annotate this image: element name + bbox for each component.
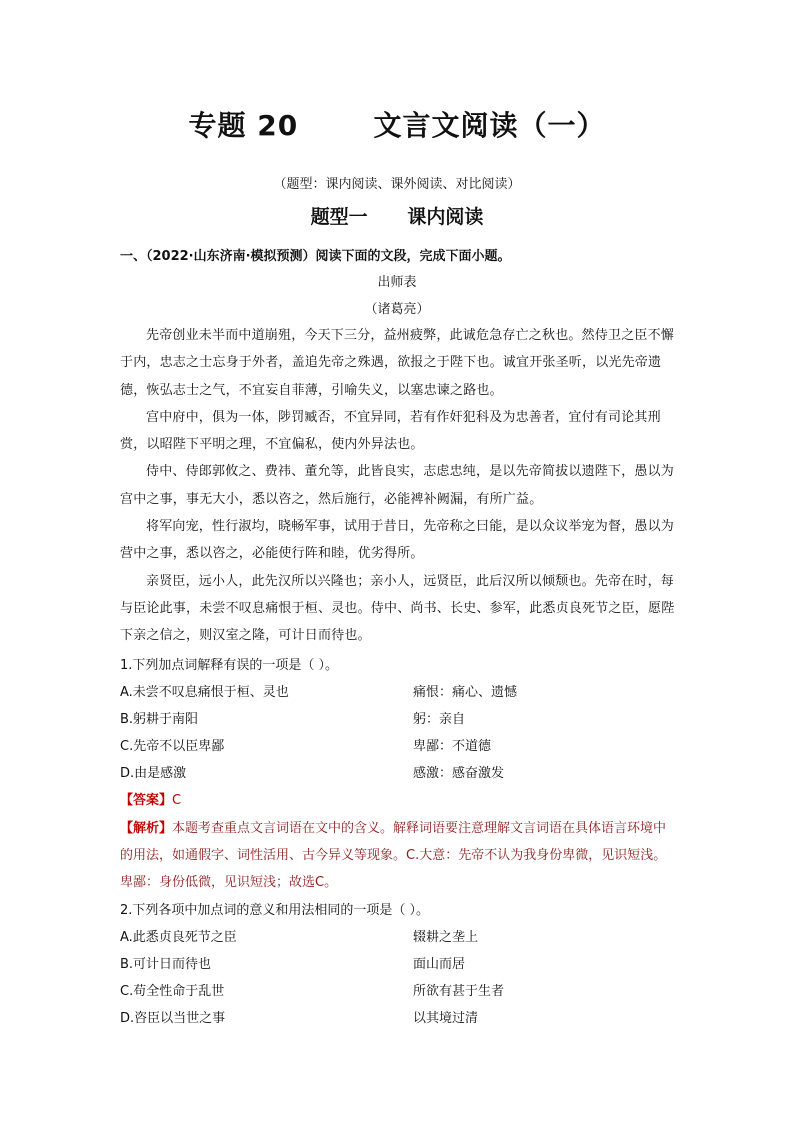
q2-stem: 2.下列各项中加点词的意义和用法相同的一项是（ ）。 — [120, 903, 430, 918]
q1-option-c-gloss: 卑鄙：不道德 — [413, 739, 492, 754]
q2-option-c: C.苟全性命于乱世 — [120, 984, 225, 999]
q2-option-d-compare: 以其境过清 — [413, 1011, 479, 1026]
analysis-label: 【解析】 — [120, 821, 173, 836]
q1-stem: 1.下列加点词解释有误的一项是（ ）。 — [120, 658, 339, 673]
q2-option-c-compare: 所欲有甚于生者 — [413, 984, 505, 999]
q2-option-b: B.可计日而待也 — [120, 957, 212, 972]
passage-body — [120, 322, 676, 650]
q2-option-d: D.咨臣以当世之事 — [120, 1011, 226, 1026]
q1-option-d: D.由是感激 — [120, 766, 187, 781]
page-subtitle: （题型：课内阅读、课外阅读、对比阅读） — [273, 177, 521, 192]
passage-paragraph: 将军向宠，性行淑均，晓畅军事，试用于昔日，先帝称之曰能，是以众议举宠为督，愚以为营中之事，悉以咨之，必能使行阵和睦，优劣得所。 — [120, 519, 675, 562]
q1-analysis — [120, 815, 678, 896]
passage-paragraph: 先帝创业未半而中道崩殂，今天下三分，益州疲弊，此诚危急存亡之秋也。然侍卫之臣不懈于内，忠志之士忘身于外者，盖追先帝之殊遇，欲报之于陛下也。诚宜开张圣听，以光先帝遗德，恢弘志士之气，不宜妄自菲薄，引喻失义，以塞忠谏之路也。 — [120, 328, 675, 398]
q1-option-c: C.先帝不以臣卑鄙 — [120, 739, 225, 754]
q2-option-b-compare: 面山而居 — [413, 957, 466, 972]
q1-answer — [120, 789, 181, 808]
passage-title: 出师表 — [377, 275, 417, 290]
question-header: 一、（2022·山东济南·模拟预测）阅读下面的文段，完成下面小题。 — [120, 249, 511, 264]
q1-option-d-gloss: 感激：感奋激发 — [413, 766, 505, 781]
passage-paragraph: 亲贤臣，远小人，此先汉所以兴隆也；亲小人，远贤臣，此后汉所以倾颓也。先帝在时，每与臣论此事，未尝不叹息痛恨于桓、灵也。侍中、尚书、长史、参军，此悉贞良死节之臣，愿陛下亲之信之，则汉室之隆，可计日而待也。 — [120, 573, 675, 644]
q1-option-b-gloss: 躬：亲自 — [413, 712, 466, 727]
answer-label: 【答案】 — [120, 793, 173, 808]
q1-option-b: B.躬耕于南阳 — [120, 712, 199, 727]
q2-option-a-compare: 辍耕之垄上 — [413, 930, 479, 945]
page-title: 专题 20 文言文阅读（一） — [188, 109, 606, 142]
answer-value: C — [172, 793, 182, 808]
passage-paragraph: 侍中、侍郎郭攸之、费祎、董允等，此皆良实，志虑忠纯，是以先帝简拔以遗陛下，愚以为宫中之事，事无大小，悉以咨之，然后施行，必能裨补阙漏，有所广益。 — [120, 464, 675, 507]
passage-author: （诸葛亮） — [364, 302, 430, 317]
q1-option-a-gloss: 痛恨：痛心、遗憾 — [413, 685, 518, 700]
analysis-text: 本题考查重点文言词语在文中的含义。解释词语要注意理解文言词语在具体语言环境中的用法，如通假字、词性活用、古今异义等现象。C.大意：先帝不认为我身份卑微，见识短浅。卑鄙：身份低微，见识短浅；故选C。 — [120, 821, 667, 890]
section-title: 题型一 课内阅读 — [310, 206, 484, 228]
q1-option-a: A.未尝不叹息痛恨于桓、灵也 — [120, 685, 289, 700]
passage-paragraph: 宫中府中，俱为一体，陟罚臧否，不宜异同，若有作奸犯科及为忠善者，宜付有司论其刑赏，以昭陛下平明之理，不宜偏私，使内外异法也。 — [120, 409, 661, 453]
q2-option-a: A.此悉贞良死节之臣 — [120, 930, 237, 945]
